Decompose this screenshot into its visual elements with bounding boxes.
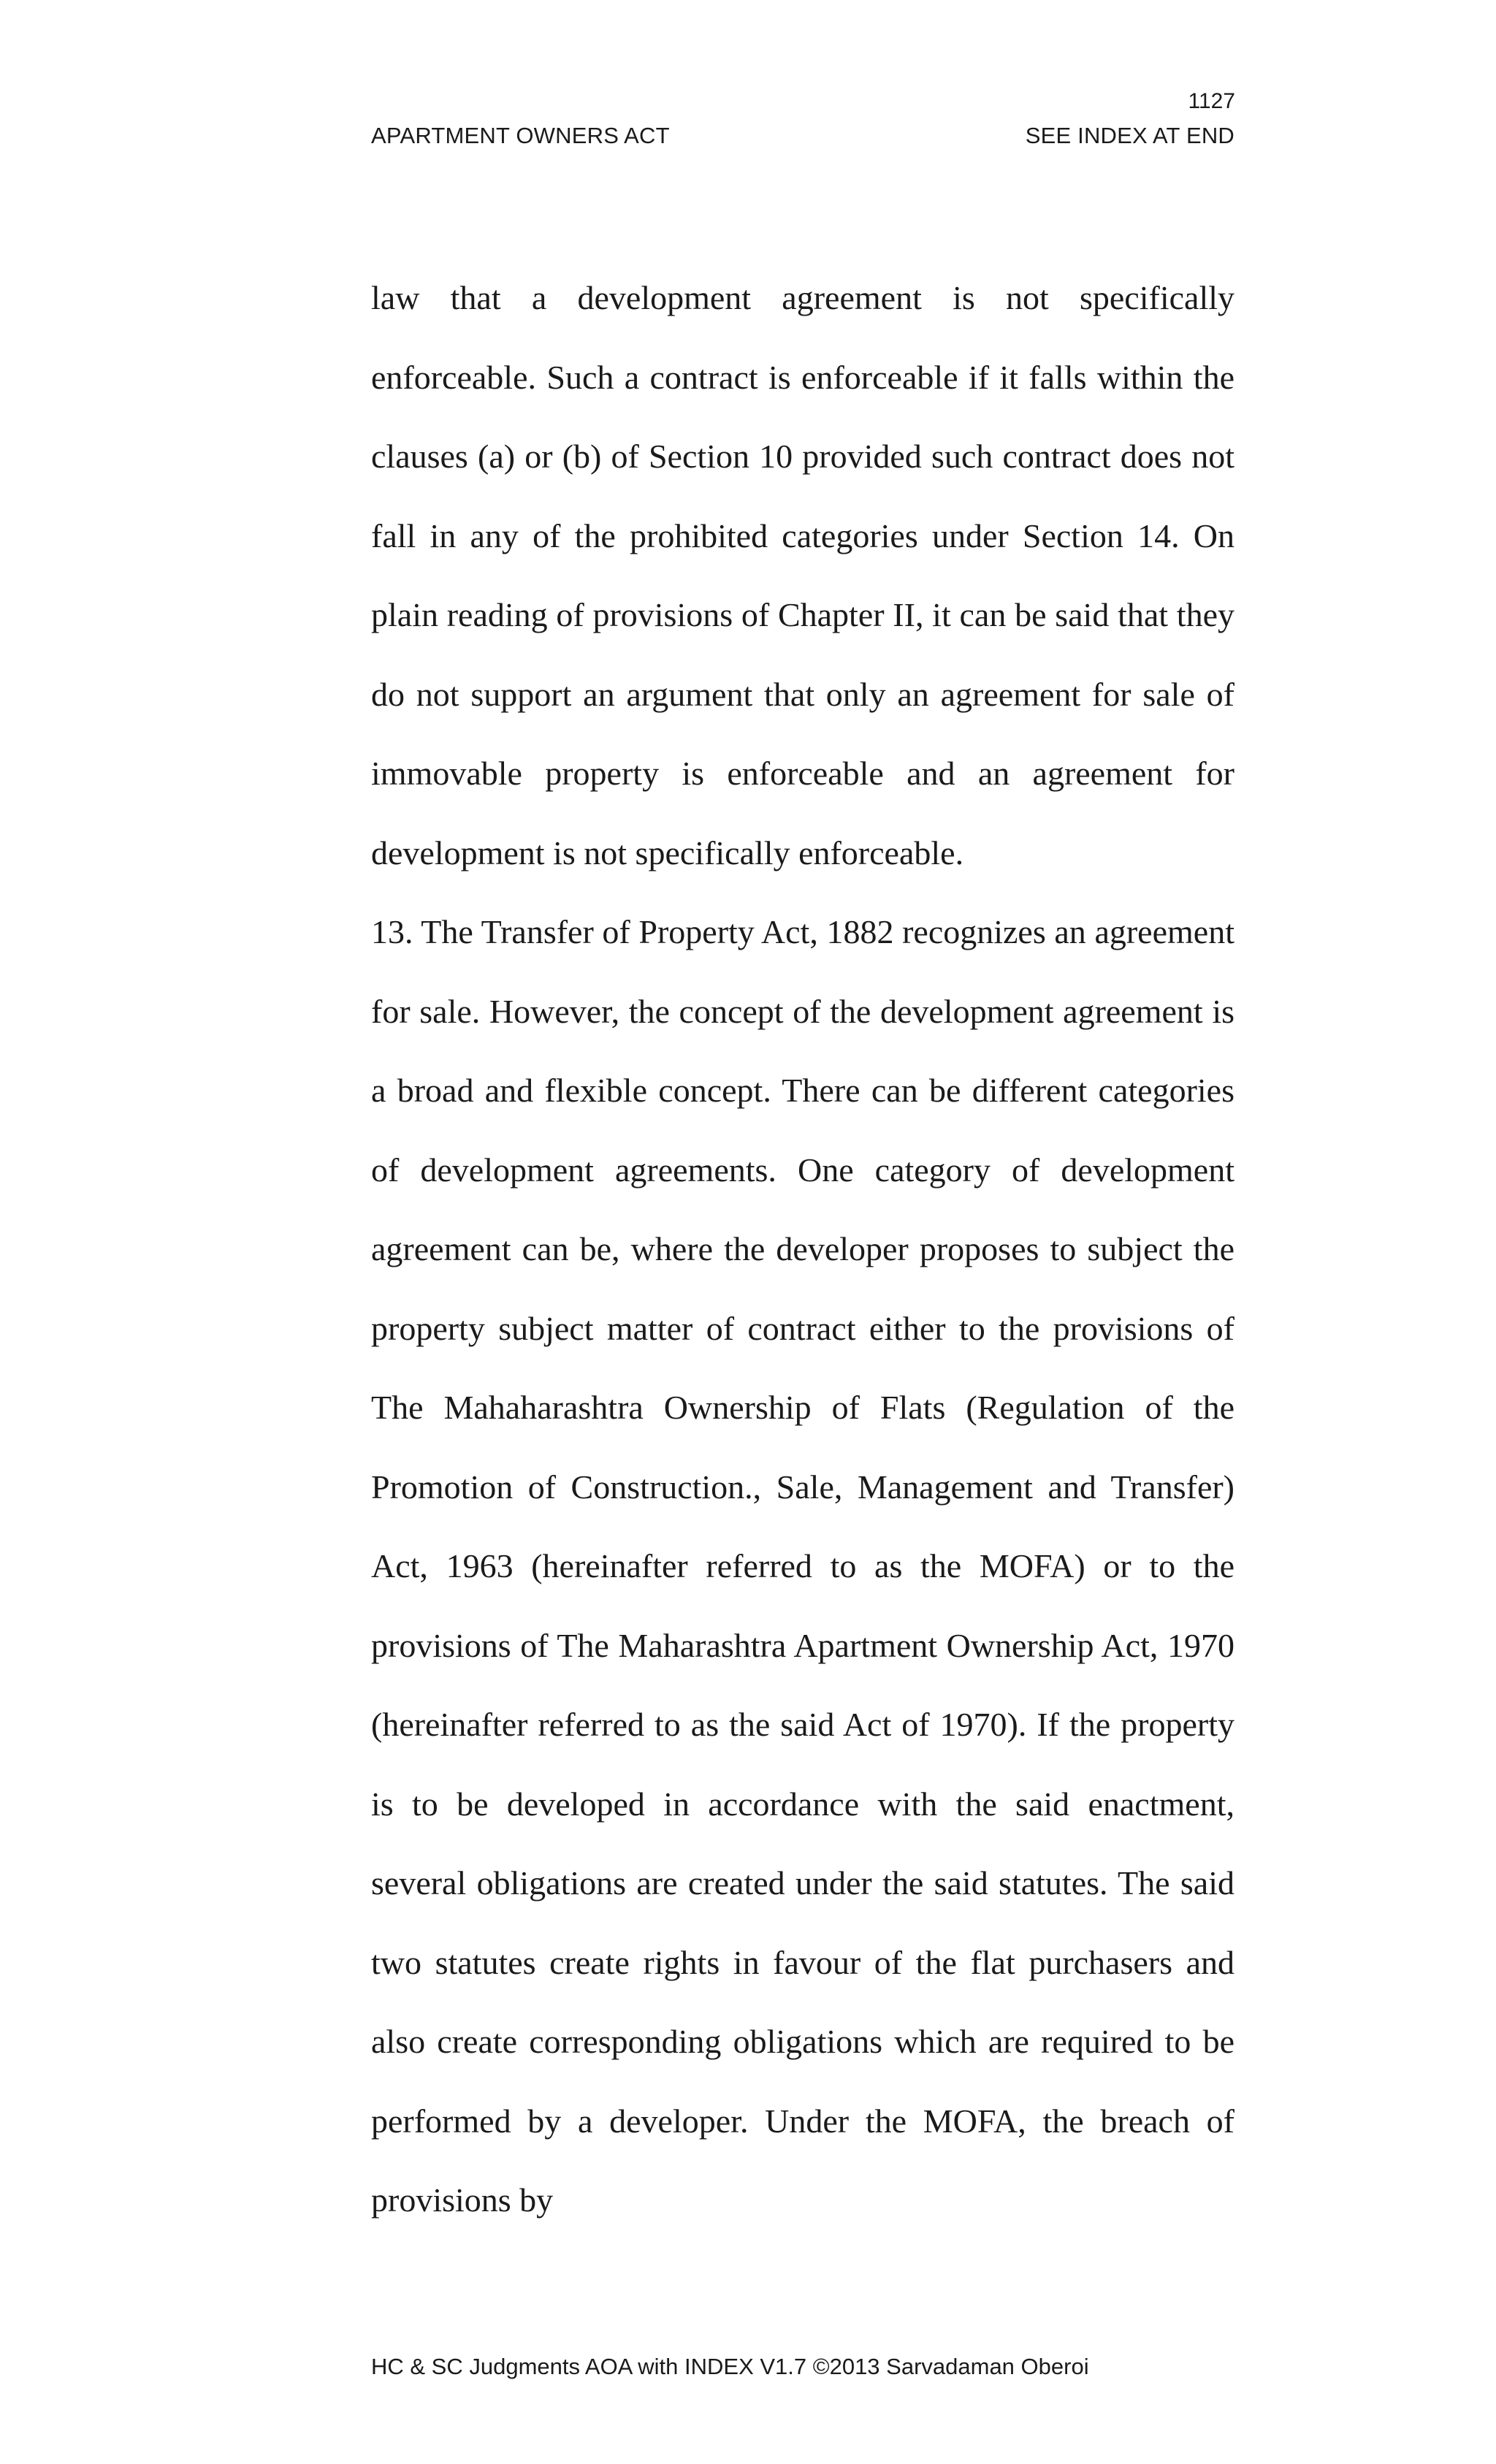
document-body bbox=[371, 259, 1234, 2240]
page-number: 1127 bbox=[1188, 89, 1235, 113]
paragraph-13: 13. The Transfer of Property Act, 1882 recognizes an agreement for sale. However, the concept of the development agreement is a broad and flexible concept. There can be different categories of development agreements. One category of development agreement can be, where the developer proposes to subject the property subject matter of contract either to the provisions of The Mahaharashtra Ownership of Flats (Regulation of the Promotion of Construction., Sale, Management and Transfer) Act, 1963 (hereinafter referred to as the MOFA) or to the provisions of The Maharashtra Apartment Ownership Act, 1970 (hereinafter referred to as the said Act of 1970). If the property is to be developed in accordance with the said enactment, several obligations are created under the said statutes. The said two statutes create rights in favour of the flat purchasers and also create corresponding obligations which are required to be performed by a developer. Under the MOFA, the breach of provisions by bbox=[371, 913, 1234, 2219]
paragraph-continuation: law that a development agreement is not specifically enforceable. Such a contract is enforceable if it falls within the clauses (a) or (b) of Section 10 provided such contract does not fall in any of the prohibited categories under Section 14. On plain reading of provisions of Chapter II, it can be said that they do not support an argument that only an agreement for sale of immovable property is enforceable and an agreement for development is not specifically enforceable. bbox=[371, 279, 1234, 871]
header-index-note: SEE INDEX AT END bbox=[1025, 123, 1234, 148]
page-footer: HC & SC Judgments AOA with INDEX V1.7 ©2013 Sarvadaman Oberoi bbox=[371, 2354, 1089, 2379]
running-header bbox=[371, 124, 1234, 147]
header-title: APARTMENT OWNERS ACT bbox=[371, 123, 670, 148]
